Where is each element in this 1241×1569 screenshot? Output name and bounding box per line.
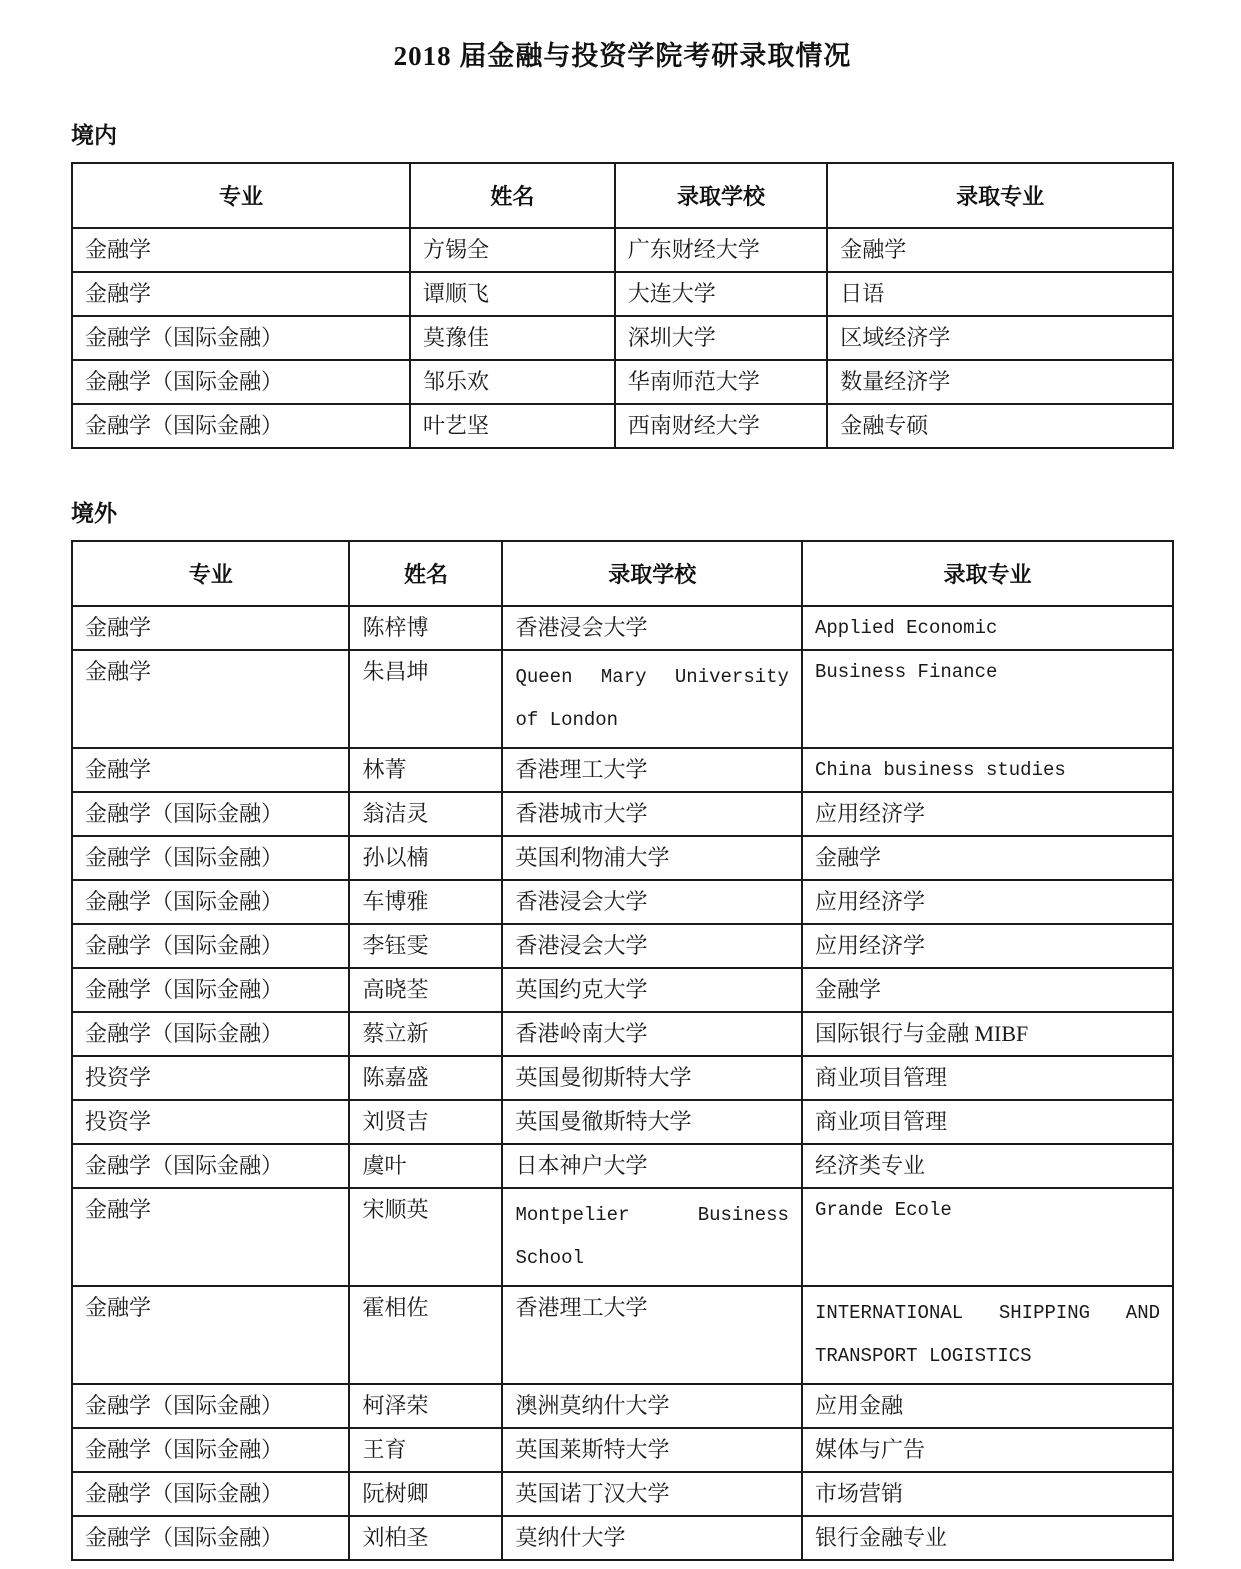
table-cell: 金融学（国际金融） xyxy=(72,316,410,360)
table-cell: 商业项目管理 xyxy=(802,1056,1173,1100)
table-cell: 金融学（国际金融） xyxy=(72,360,410,404)
table-cell: 邹乐欢 xyxy=(410,360,615,404)
table-cell: 澳洲莫纳什大学 xyxy=(502,1384,801,1428)
table-cell: 应用经济学 xyxy=(802,792,1173,836)
table-row xyxy=(72,1472,1173,1516)
column-header: 录取专业 xyxy=(802,541,1173,606)
table-cell: 莫纳什大学 xyxy=(502,1516,801,1560)
table-cell: 应用经济学 xyxy=(802,880,1173,924)
table-cell: 金融学（国际金融） xyxy=(72,1428,349,1472)
table-cell: 金融学（国际金融） xyxy=(72,924,349,968)
table-cell: 银行金融专业 xyxy=(802,1516,1173,1560)
column-header: 录取学校 xyxy=(502,541,801,606)
column-header: 专业 xyxy=(72,163,410,228)
table-cell: 金融学（国际金融） xyxy=(72,880,349,924)
table-row xyxy=(72,880,1173,924)
table-cell: 莫豫佳 xyxy=(410,316,615,360)
table-cell: 英国莱斯特大学 xyxy=(502,1428,801,1472)
table-cell: 华南师范大学 xyxy=(615,360,827,404)
column-header: 姓名 xyxy=(349,541,502,606)
table-cell: 香港理工大学 xyxy=(502,1286,801,1384)
table-cell: 金融学 xyxy=(802,968,1173,1012)
header-row xyxy=(72,163,1173,228)
table-cell: 经济类专业 xyxy=(802,1144,1173,1188)
table-cell: 金融专硕 xyxy=(827,404,1173,448)
section-label-overseas: 境外 xyxy=(71,501,117,526)
table-cell: 广东财经大学 xyxy=(615,228,827,272)
table-row xyxy=(72,272,1173,316)
table-cell: China business studies xyxy=(802,748,1173,792)
table-cell: 金融学 xyxy=(72,748,349,792)
table-cell: 香港浸会大学 xyxy=(502,606,801,650)
table-cell: 金融学 xyxy=(802,836,1173,880)
table-cell: 林菁 xyxy=(349,748,502,792)
table-row xyxy=(72,1012,1173,1056)
table-cell: 应用经济学 xyxy=(802,924,1173,968)
table-cell: 李钰雯 xyxy=(349,924,502,968)
table-row xyxy=(72,316,1173,360)
header-row xyxy=(72,541,1173,606)
table-body xyxy=(72,228,1173,448)
table-cell: Applied Economic xyxy=(802,606,1173,650)
table-cell: 虞叶 xyxy=(349,1144,502,1188)
table-cell: 大连大学 xyxy=(615,272,827,316)
table-row xyxy=(72,1286,1173,1384)
section-domestic xyxy=(71,117,1174,449)
admissions-table-overseas xyxy=(71,540,1174,1561)
table-cell: 金融学（国际金融） xyxy=(72,836,349,880)
table-cell: 金融学（国际金融） xyxy=(72,968,349,1012)
table-cell: 投资学 xyxy=(72,1056,349,1100)
table-cell: 英国利物浦大学 xyxy=(502,836,801,880)
table-cell: 深圳大学 xyxy=(615,316,827,360)
table-cell: 金融学（国际金融） xyxy=(72,1472,349,1516)
table-cell: 金融学 xyxy=(827,228,1173,272)
column-header: 姓名 xyxy=(410,163,615,228)
table-cell: 高晓荃 xyxy=(349,968,502,1012)
table-cell: 香港城市大学 xyxy=(502,792,801,836)
table-row xyxy=(72,360,1173,404)
table-cell: 金融学 xyxy=(72,606,349,650)
table-header-row xyxy=(72,541,1173,606)
table-row xyxy=(72,650,1173,748)
table-cell: 投资学 xyxy=(72,1100,349,1144)
table-cell: 西南财经大学 xyxy=(615,404,827,448)
table-cell: 英国诺丁汉大学 xyxy=(502,1472,801,1516)
table-cell: 宋顺英 xyxy=(349,1188,502,1286)
table-row xyxy=(72,748,1173,792)
table-cell: 方锡全 xyxy=(410,228,615,272)
table-cell: 孙以楠 xyxy=(349,836,502,880)
table-cell: 柯泽荣 xyxy=(349,1384,502,1428)
table-cell: 刘柏圣 xyxy=(349,1516,502,1560)
table-row xyxy=(72,1056,1173,1100)
table-cell: 香港浸会大学 xyxy=(502,880,801,924)
table-row xyxy=(72,1188,1173,1286)
table-cell: 英国曼彻斯特大学 xyxy=(502,1056,801,1100)
table-cell: 媒体与广告 xyxy=(802,1428,1173,1472)
table-cell: 区域经济学 xyxy=(827,316,1173,360)
table-cell: 国际银行与金融 MIBF xyxy=(802,1012,1173,1056)
section-overseas xyxy=(71,495,1174,1561)
table-row xyxy=(72,1100,1173,1144)
column-header: 专业 xyxy=(72,541,349,606)
table-cell: 金融学（国际金融） xyxy=(72,404,410,448)
table-cell: Queen Mary University of London xyxy=(502,650,801,748)
table-cell: 金融学 xyxy=(72,228,410,272)
table-cell: 应用金融 xyxy=(802,1384,1173,1428)
table-row xyxy=(72,1144,1173,1188)
table-cell: 阮树卿 xyxy=(349,1472,502,1516)
table-row xyxy=(72,1516,1173,1560)
column-header: 录取专业 xyxy=(827,163,1173,228)
table-cell: 日语 xyxy=(827,272,1173,316)
table-cell: 陈梓博 xyxy=(349,606,502,650)
table-cell: 金融学 xyxy=(72,1286,349,1384)
table-cell: 商业项目管理 xyxy=(802,1100,1173,1144)
table-cell: 金融学 xyxy=(72,650,349,748)
table-cell: INTERNATIONAL SHIPPING AND TRANSPORT LOGISTICS xyxy=(802,1286,1173,1384)
table-cell: 蔡立新 xyxy=(349,1012,502,1056)
table-cell: 市场营销 xyxy=(802,1472,1173,1516)
table-cell: 金融学（国际金融） xyxy=(72,792,349,836)
table-header-row xyxy=(72,163,1173,228)
table-cell: 朱昌坤 xyxy=(349,650,502,748)
table-cell: 王育 xyxy=(349,1428,502,1472)
column-header: 录取学校 xyxy=(615,163,827,228)
table-cell: 金融学（国际金融） xyxy=(72,1012,349,1056)
table-cell: 香港浸会大学 xyxy=(502,924,801,968)
table-cell: 香港岭南大学 xyxy=(502,1012,801,1056)
table-cell: 刘贤吉 xyxy=(349,1100,502,1144)
table-row xyxy=(72,924,1173,968)
table-row xyxy=(72,606,1173,650)
table-cell: 金融学 xyxy=(72,272,410,316)
table-cell: 金融学（国际金融） xyxy=(72,1516,349,1560)
admissions-table-domestic xyxy=(71,162,1174,449)
table-cell: 谭顺飞 xyxy=(410,272,615,316)
table-row xyxy=(72,404,1173,448)
table-cell: 陈嘉盛 xyxy=(349,1056,502,1100)
table-cell: Business Finance xyxy=(802,650,1173,748)
table-row xyxy=(72,1428,1173,1472)
table-cell: 霍相佐 xyxy=(349,1286,502,1384)
table-cell: 金融学（国际金融） xyxy=(72,1384,349,1428)
table-cell: 英国约克大学 xyxy=(502,968,801,1012)
table-cell: 日本神户大学 xyxy=(502,1144,801,1188)
table-cell: 香港理工大学 xyxy=(502,748,801,792)
table-row xyxy=(72,968,1173,1012)
table-cell: 英国曼徹斯特大学 xyxy=(502,1100,801,1144)
table-cell: 金融学 xyxy=(72,1188,349,1286)
page-title: 2018 届金融与投资学院考研录取情况 xyxy=(393,41,852,71)
table-row xyxy=(72,836,1173,880)
table-cell: Grande Ecole xyxy=(802,1188,1173,1286)
table-cell: 金融学（国际金融） xyxy=(72,1144,349,1188)
table-body xyxy=(72,606,1173,1560)
table-cell: 叶艺坚 xyxy=(410,404,615,448)
table-cell: 数量经济学 xyxy=(827,360,1173,404)
section-label-domestic: 境内 xyxy=(71,123,117,148)
table-row xyxy=(72,1384,1173,1428)
table-cell: 车博雅 xyxy=(349,880,502,924)
table-row xyxy=(72,228,1173,272)
table-cell: 翁洁灵 xyxy=(349,792,502,836)
table-row xyxy=(72,792,1173,836)
table-cell: Montpelier Business School xyxy=(502,1188,801,1286)
